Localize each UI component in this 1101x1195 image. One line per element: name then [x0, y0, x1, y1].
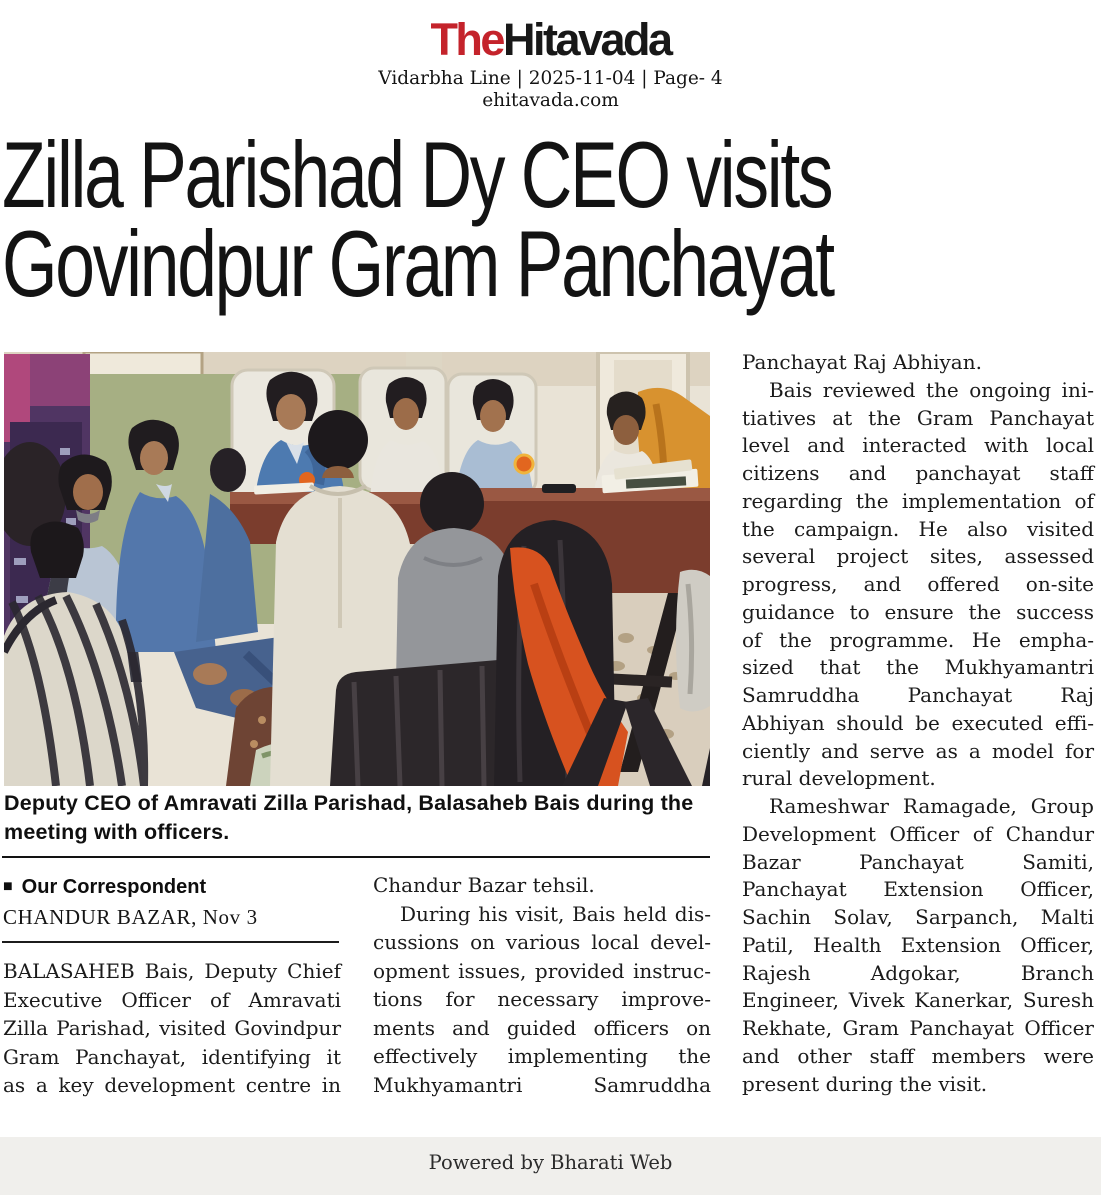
article-line: ments and guided officers on — [373, 1015, 711, 1040]
article-line: progress, and offered on-site — [742, 572, 1094, 596]
article-line: as a key development centre in — [3, 1073, 341, 1097]
article-line: several project sites, assessed — [742, 544, 1094, 569]
article-line: Samruddha Panchayat Raj — [742, 683, 1094, 707]
dateline: CHANDUR BAZAR, Nov 3 — [3, 905, 258, 929]
page-footer — [0, 1137, 1101, 1195]
article-line: Zilla Parishad, visited Govindpur — [3, 1016, 341, 1040]
headline-line-1: Zilla Parishad Dy CEO visits — [2, 122, 832, 227]
article-line: Chandur Bazar tehsil. — [373, 873, 595, 897]
article-line: Abhiyan should be executed effi- — [742, 710, 1094, 735]
article-line: regarding the implementation of — [742, 488, 1094, 513]
article-line: Panchayat Extension Officer, — [742, 877, 1094, 902]
article-line: Development Officer of Chandur — [742, 821, 1094, 846]
article-line: During his visit, Bais held dis- — [400, 901, 711, 926]
article-line: Bazar Panchayat Samiti, — [742, 849, 1094, 874]
article-line: and other staff members were — [742, 1043, 1094, 1068]
article-line: rural development. — [742, 766, 936, 791]
newspaper-logo — [0, 16, 1101, 63]
article-line: citizens and panchayat staff — [742, 461, 1094, 485]
article-line: Gram Panchayat, identifying it — [3, 1044, 341, 1069]
article-line: Executive Officer of Amravati — [3, 987, 341, 1012]
footer-credit: Powered by Bharati Web — [428, 1151, 673, 1174]
article-line: opment issues, provided instruc- — [373, 958, 711, 983]
meeting-photo — [4, 352, 710, 786]
article-line: ciently and serve as a model for — [742, 738, 1094, 763]
article-line: Rekhate, Gram Panchayat Officer — [742, 1016, 1094, 1040]
article-line: of the programme. He empha- — [742, 627, 1094, 652]
article-column-3 — [742, 349, 1094, 1098]
article-line: Mukhyamantri Samruddha — [373, 1072, 711, 1097]
article-headline — [2, 122, 1100, 316]
article-line: Sachin Solav, Sarpanch, Malti — [742, 905, 1094, 929]
caption-line-1: Deputy CEO of Amravati Zilla Parishad, Balasaheb Bais during the — [4, 791, 694, 815]
byline-correspondent: Our Correspondent — [21, 876, 207, 898]
caption-line-2: meeting with officers. — [4, 820, 230, 844]
masthead — [0, 16, 1101, 112]
byline — [3, 876, 206, 899]
article-line: guidance to ensure the success — [742, 599, 1094, 624]
article-line: the campaign. He also visited — [742, 516, 1094, 541]
article-column-2 — [373, 871, 711, 1099]
photo-caption — [4, 789, 708, 847]
byline-divider-rule — [2, 941, 339, 943]
article-line: tiatives at the Gram Panchayat — [742, 405, 1094, 430]
edition-meta: Vidarbha Line | 2025-11-04 | Page- 4 — [378, 68, 723, 90]
article-line: Bais reviewed the ongoing ini- — [769, 377, 1094, 402]
byline-square-bullet: ■ — [3, 878, 13, 895]
meeting-photo-illustration — [4, 352, 710, 786]
article-line: level and interacted with local — [742, 433, 1094, 458]
article-line: Panchayat Raj Abhiyan. — [742, 350, 982, 374]
article-line: sized that the Mukhyamantri — [742, 655, 1094, 680]
article-line: Rameshwar Ramagade, Group — [769, 794, 1094, 818]
logo-the: The — [430, 14, 503, 65]
article-line: Rajesh Adgokar, Branch — [742, 960, 1094, 985]
article-line: BALASAHEB Bais, Deputy Chief — [3, 959, 341, 983]
article-column-1 — [3, 957, 341, 1100]
article-line: present during the visit. — [742, 1071, 988, 1096]
caption-divider-rule — [2, 856, 710, 858]
article-line: tions for necessary improve- — [373, 987, 711, 1011]
website-url: ehitavada.com — [482, 90, 619, 112]
logo-hitavada: Hitavada — [502, 14, 671, 65]
article-line: Patil, Health Extension Officer, — [742, 932, 1094, 957]
article-line: cussions on various local devel- — [373, 930, 711, 954]
article-line: effectively implementing the — [373, 1044, 711, 1068]
headline-line-2: Govindpur Gram Panchayat — [2, 211, 833, 316]
article-line: Engineer, Vivek Kanerkar, Suresh — [742, 988, 1094, 1013]
